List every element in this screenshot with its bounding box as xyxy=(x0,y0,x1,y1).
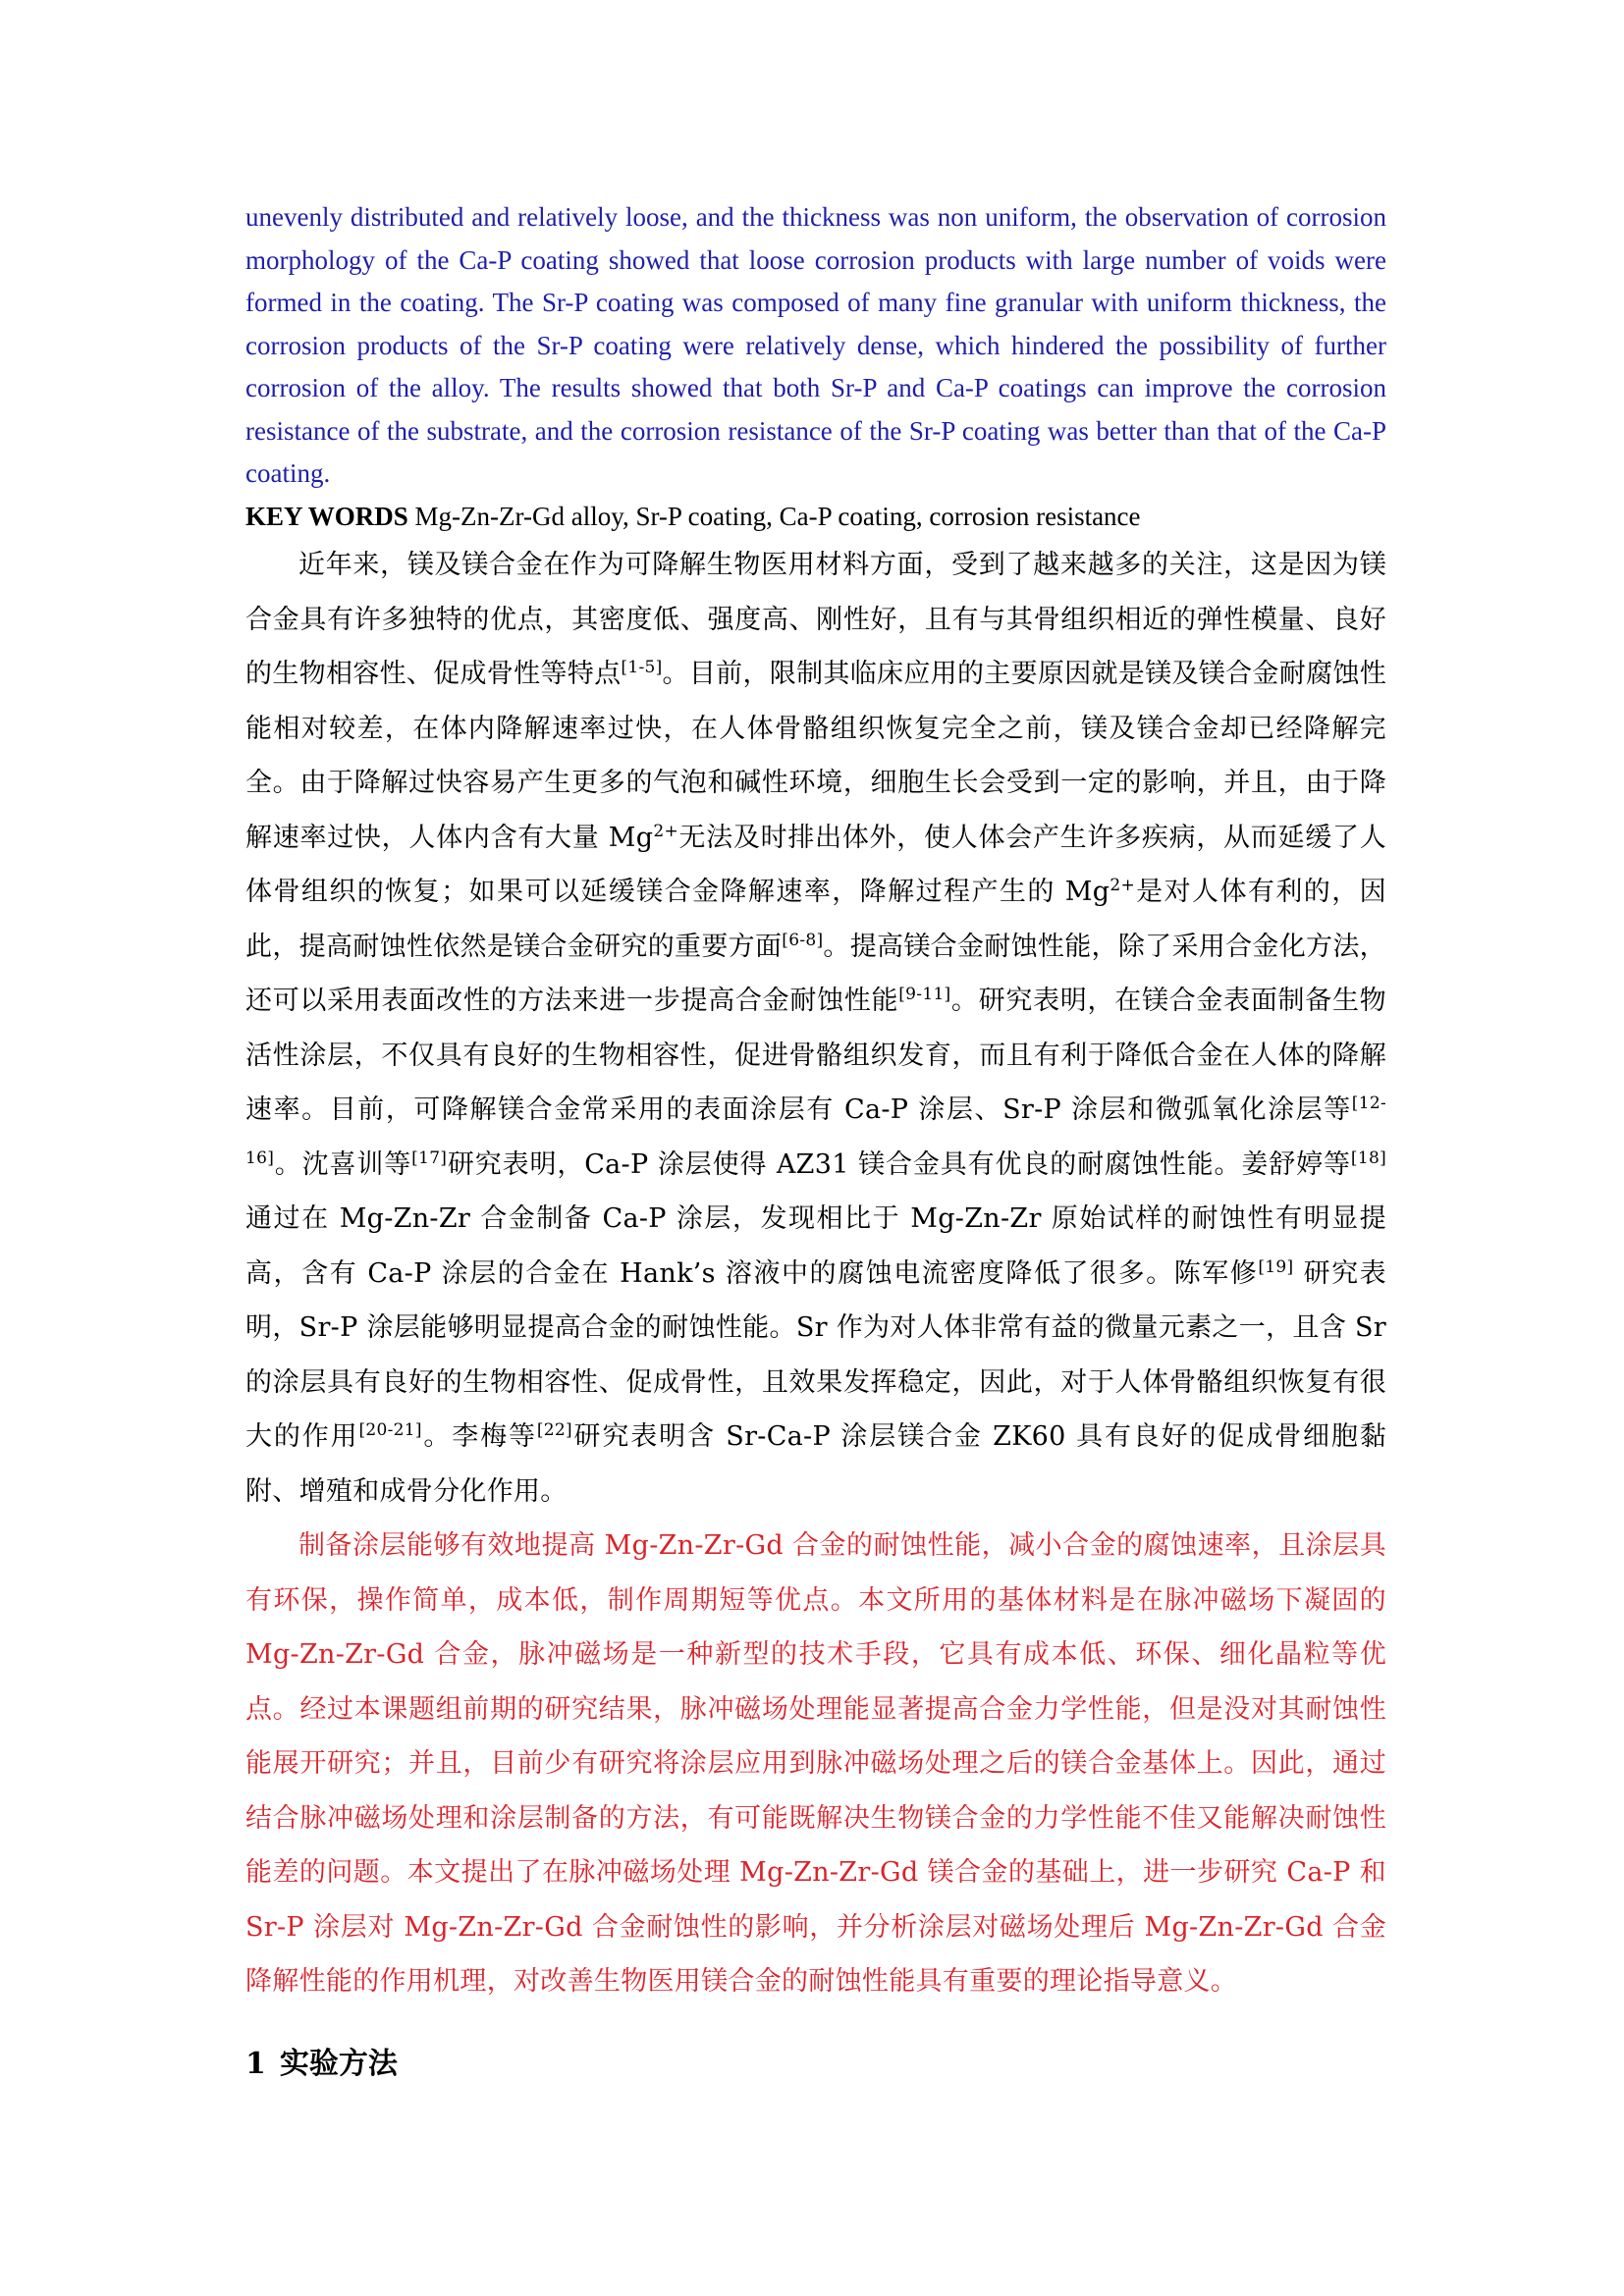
para1-text: 无法及时排出体外，使人体会产生许多疾病，从而延缓了人体骨组织的恢复；如果可以延缓镁合金降解速率，降解过程产生的 Mg xyxy=(245,822,1386,907)
superscript: 2+ xyxy=(1110,876,1136,895)
para1-text: 研究表明，Ca-P 涂层使得 AZ31 镁合金具有优良的耐腐蚀性能。姜舒婷等 xyxy=(447,1148,1351,1180)
citation: [1-5] xyxy=(621,658,663,677)
introduction-paragraph-2: 制备涂层能够有效地提高 Mg-Zn-Zr-Gd 合金的耐蚀性能，减小合金的腐蚀速率，且涂层具有环保，操作简单，成本低，制作周期短等优点。本文所用的基体材料是在脉冲磁场下凝固的 Mg-Zn-Zr-Gd 合金，脉冲磁场是一种新型的技术手段，它具有成本低、环保、细化晶粒等优点。经过本课题组前期的研究结果，脉冲磁场处理能显著提高合金力学性能，但是没对其耐蚀性能展开研究；并且，目前少有研究将涂层应用到脉冲磁场处理之后的镁合金基体上。因此，通过结合脉冲磁场处理和涂层制备的方法，有可能既解决生物镁合金的力学性能不佳又能解决耐蚀性能差的问题。本文提出了在脉冲磁场处理 Mg-Zn-Zr-Gd 镁合金的基础上，进一步研究 Ca-P 和 Sr-P 涂层对 Mg-Zn-Zr-Gd 合金耐蚀性的影响，并分析涂层对磁场处理后 Mg-Zn-Zr-Gd 合金降解性能的作用机理，对改善生物医用镁合金的耐蚀性能具有重要的理论指导意义。 xyxy=(245,1530,1386,1997)
citation: [6-8] xyxy=(782,930,824,950)
citation: [9-11] xyxy=(898,985,951,1004)
para1-text: 。沈喜训等 xyxy=(274,1148,412,1180)
citation: [18] xyxy=(1350,1148,1387,1168)
para1-text: 。李梅等 xyxy=(421,1421,537,1452)
section-title: 实验方法 xyxy=(279,2046,398,2081)
para1-text: 研究表明，Sr-P 涂层能够明显提高合金的耐蚀性能。Sr 作为对人体非常有益的微量元素之一，且含 Sr 的涂层具有良好的生物相容性、促成骨性，且效果发挥稳定，因此，对于人体骨骼组织恢复有很大的作用 xyxy=(245,1257,1386,1452)
citation: [22] xyxy=(536,1420,572,1440)
section-heading-1 xyxy=(245,2039,1386,2082)
para1-text: 是对人体有利的，因此，提高耐蚀性依然是镁合金研究的重要方面 xyxy=(245,877,1386,962)
para1-text: 研究表明含 Sr-Ca-P 涂层镁合金 ZK60 具有良好的促成骨细胞黏附、增殖和成骨分化作用。 xyxy=(245,1421,1386,1507)
para1-text: 。提高镁合金耐蚀性能，除了采用合金化方法，还可以采用表面改性的方法来进一步提高合金耐蚀性能 xyxy=(245,931,1386,1016)
keywords-label: KEY WORDS xyxy=(245,501,408,531)
english-abstract-continuation: unevenly distributed and relatively loose, and the thickness was non uniform, the observation of corrosion morphology of the Ca-P coating showed that loose corrosion products with large number of voids were formed in the coating. The Sr-P coating was composed of many fine granular with uniform thickness, the corrosion products of the Sr-P coating were relatively dense, which hindered the possibility of further corrosion of the alloy. The results showed that both Sr-P and Ca-P coatings can improve the corrosion resistance of the substrate, and the corrosion resistance of the Sr-P coating was better than that of the Ca-P coating. xyxy=(245,202,1386,488)
superscript: 2+ xyxy=(653,821,679,841)
citation: [19] xyxy=(1258,1256,1294,1277)
citation: [17] xyxy=(411,1148,448,1168)
keywords-line xyxy=(245,496,1386,539)
citation: [20-21] xyxy=(358,1420,422,1440)
section-number: 1 xyxy=(245,2046,266,2081)
keywords-text: Mg-Zn-Zr-Gd alloy, Sr-P coating, Ca-P coating, corrosion resistance xyxy=(407,501,1141,531)
para1-text: 。研究表明，在镁合金表面制备生物活性涂层，不仅具有良好的生物相容性，促进骨骼组织发育，而且有利于降低合金在人体的降解速率。目前，可降解镁合金常采用的表面涂层有 Ca-P 涂层、Sr-P 涂层和微弧氧化涂层等 xyxy=(245,986,1386,1125)
para1-text: 通过在 Mg-Zn-Zr 合金制备 Ca-P 涂层，发现相比于 Mg-Zn-Zr 原始试样的耐蚀性有明显提高，含有 Ca-P 涂层的合金在 Hank’s 溶液中的腐蚀电流密度降低了很多。陈军修 xyxy=(245,1203,1386,1289)
introduction-paragraph-1 xyxy=(245,538,1386,1519)
citation: [12-16] xyxy=(245,1094,1386,1168)
paper-page xyxy=(245,196,1386,2082)
para1-text: 。目前，限制其临床应用的主要原因就是镁及镁合金耐腐蚀性能相对较差，在体内降解速率过快，在人体骨骼组织恢复完全之前，镁及镁合金却已经降解完全。由于降解过快容易产生更多的气泡和碱性环境，细胞生长会受到一定的影响，并且，由于降解速率过快，人体内含有大量 Mg xyxy=(245,659,1386,853)
para1-text: 近年来，镁及镁合金在作为可降解生物医用材料方面，受到了越来越多的关注，这是因为镁合金具有许多独特的优点，其密度低、强度高、刚性好，且有与其骨组织相近的弹性模量、良好的生物相容性、促成骨性等特点 xyxy=(245,550,1386,689)
